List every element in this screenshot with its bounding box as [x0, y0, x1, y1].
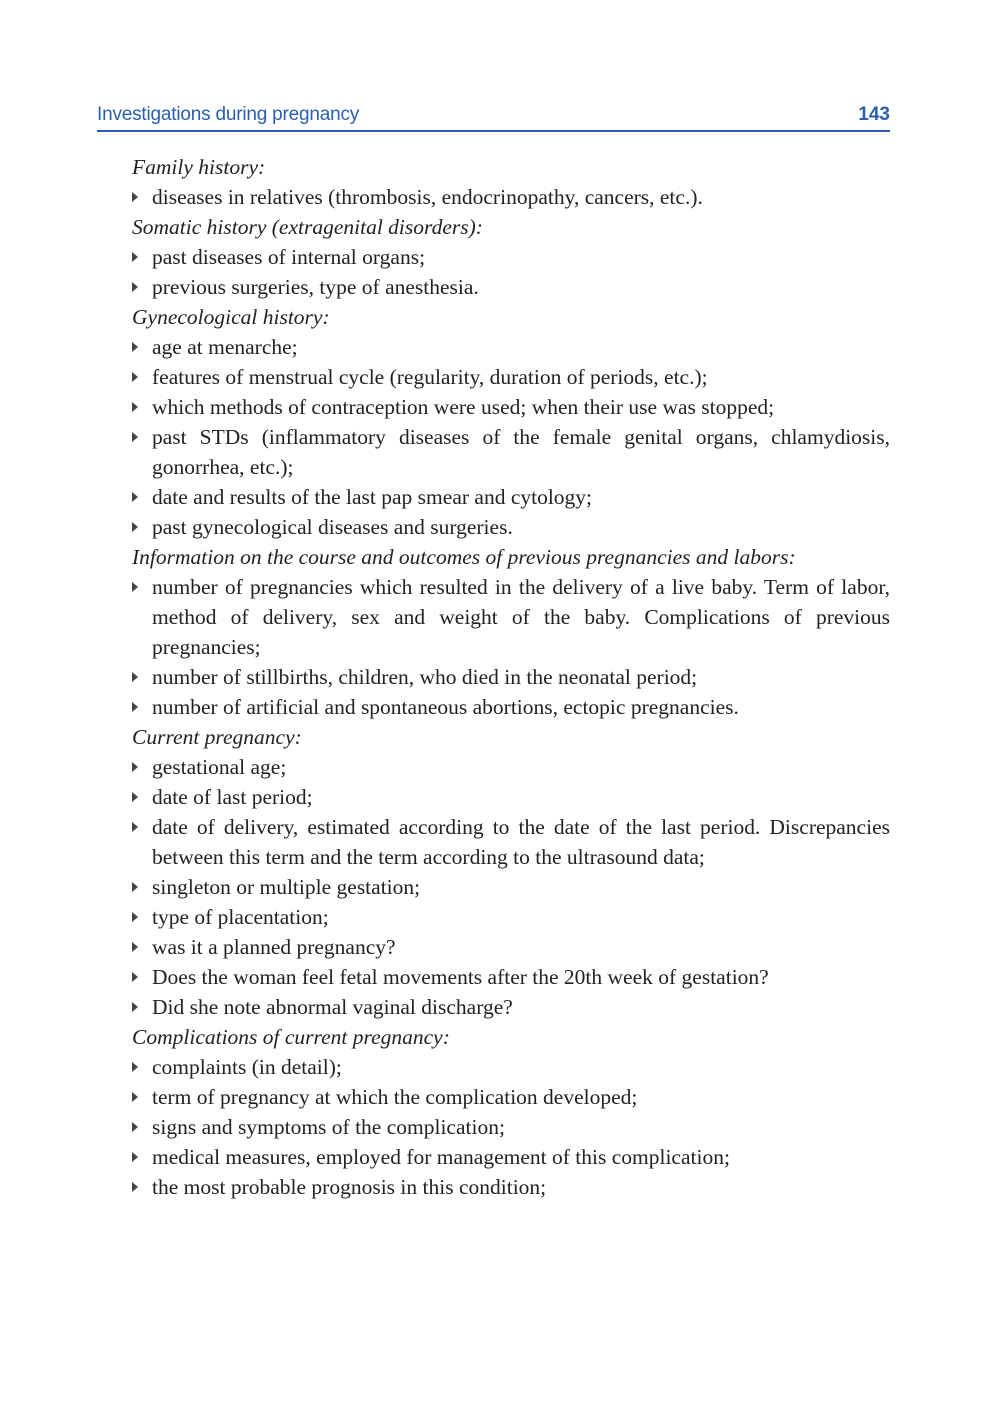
- bullet-triangle-icon: [132, 702, 138, 712]
- bullet-triangle-icon: [132, 882, 138, 892]
- list-item-text: which methods of contraception were used; when their use was stopped;: [152, 395, 775, 419]
- list-item: [97, 422, 890, 482]
- bullet-triangle-icon: [132, 972, 138, 982]
- running-header-title: Investigations during pregnancy: [97, 104, 360, 125]
- list-item-text: Did she note abnormal vaginal discharge?: [152, 995, 513, 1019]
- list-item: [97, 272, 890, 302]
- list-item-text: number of stillbirths, children, who died in the neonatal period;: [152, 665, 698, 689]
- list-item-text: number of artificial and spontaneous abortions, ectopic pregnancies.: [152, 695, 739, 719]
- page-number: 143: [858, 104, 890, 125]
- list-item-text: date of delivery, estimated according to the date of the last period. Discrepancies between this term and the term according to the ultrasound data;: [152, 815, 890, 869]
- bullet-triangle-icon: [132, 912, 138, 922]
- list-item: [97, 662, 890, 692]
- bullet-triangle-icon: [132, 372, 138, 382]
- list-item-text: number of pregnancies which resulted in the delivery of a live baby. Term of labor, method of delivery, sex and weight of the baby. Complications of previous pregnancies;: [152, 575, 890, 659]
- list-item-text: medical measures, employed for management of this complication;: [152, 1145, 730, 1169]
- list-item: [97, 572, 890, 662]
- list-item-text: diseases in relatives (thrombosis, endocrinopathy, cancers, etc.).: [152, 185, 703, 209]
- bullet-triangle-icon: [132, 762, 138, 772]
- bullet-triangle-icon: [132, 672, 138, 682]
- bullet-triangle-icon: [132, 1002, 138, 1012]
- list-item: [97, 992, 890, 1022]
- list-item-text: complaints (in detail);: [152, 1055, 342, 1079]
- bullet-triangle-icon: [132, 582, 138, 592]
- bullet-triangle-icon: [132, 1092, 138, 1102]
- list-item: [97, 1142, 890, 1172]
- list-item-text: features of menstrual cycle (regularity, duration of periods, etc.);: [152, 365, 708, 389]
- list-item: [97, 752, 890, 782]
- list-item: [97, 1112, 890, 1142]
- bullet-triangle-icon: [132, 282, 138, 292]
- list-item: [97, 932, 890, 962]
- list-item-text: gestational age;: [152, 755, 287, 779]
- bullet-triangle-icon: [132, 402, 138, 412]
- list-item-text: was it a planned pregnancy?: [152, 935, 396, 959]
- running-header: [97, 102, 890, 132]
- list-item: [97, 872, 890, 902]
- bullet-triangle-icon: [132, 432, 138, 442]
- list-item: [97, 482, 890, 512]
- list-item: [97, 782, 890, 812]
- list-item-text: age at menarche;: [152, 335, 298, 359]
- list-item-text: singleton or multiple gestation;: [152, 875, 421, 899]
- list-item: [97, 512, 890, 542]
- subsection-heading: Current pregnancy:: [132, 725, 302, 749]
- list-item-text: date and results of the last pap smear and cytology;: [152, 485, 593, 509]
- list-item: [97, 902, 890, 932]
- body-text: [97, 152, 890, 1202]
- subsection-heading: Family history:: [132, 155, 266, 179]
- list-item: [97, 1082, 890, 1112]
- bullet-triangle-icon: [132, 1182, 138, 1192]
- list-item-text: Does the woman feel fetal movements after the 20th week of gestation?: [152, 965, 769, 989]
- list-item-text: past STDs (inflammatory diseases of the female genital organs, chlamydiosis, gonorrhea, etc.);: [152, 425, 890, 479]
- list-item-text: signs and symptoms of the complication;: [152, 1115, 505, 1139]
- bullet-triangle-icon: [132, 252, 138, 262]
- subsection-heading: Somatic history (extragenital disorders):: [132, 215, 483, 239]
- list-item: [97, 692, 890, 722]
- bullet-triangle-icon: [132, 1062, 138, 1072]
- bullet-triangle-icon: [132, 792, 138, 802]
- list-item-text: type of placentation;: [152, 905, 329, 929]
- subsection-heading: Complications of current pregnancy:: [132, 1025, 450, 1049]
- bullet-triangle-icon: [132, 192, 138, 202]
- list-item-text: past diseases of internal organs;: [152, 245, 426, 269]
- bullet-triangle-icon: [132, 1122, 138, 1132]
- list-item: [97, 962, 890, 992]
- bullet-triangle-icon: [132, 522, 138, 532]
- list-item: [97, 332, 890, 362]
- list-item: [97, 182, 890, 212]
- list-item-text: past gynecological diseases and surgeries.: [152, 515, 513, 539]
- list-item: [97, 1172, 890, 1202]
- subsection-heading: Information on the course and outcomes of previous pregnancies and labors:: [132, 545, 796, 569]
- subsection-heading: Gynecological history:: [132, 305, 330, 329]
- list-item-text: term of pregnancy at which the complication developed;: [152, 1085, 638, 1109]
- list-item-text: the most probable prognosis in this condition;: [152, 1175, 547, 1199]
- bullet-triangle-icon: [132, 342, 138, 352]
- list-item: [97, 1052, 890, 1082]
- list-item: [97, 812, 890, 872]
- bullet-triangle-icon: [132, 822, 138, 832]
- list-item-text: date of last period;: [152, 785, 313, 809]
- list-item: [97, 242, 890, 272]
- list-item: [97, 392, 890, 422]
- bullet-triangle-icon: [132, 1152, 138, 1162]
- list-item-text: previous surgeries, type of anesthesia.: [152, 275, 479, 299]
- list-item: [97, 362, 890, 392]
- bullet-triangle-icon: [132, 492, 138, 502]
- bullet-triangle-icon: [132, 942, 138, 952]
